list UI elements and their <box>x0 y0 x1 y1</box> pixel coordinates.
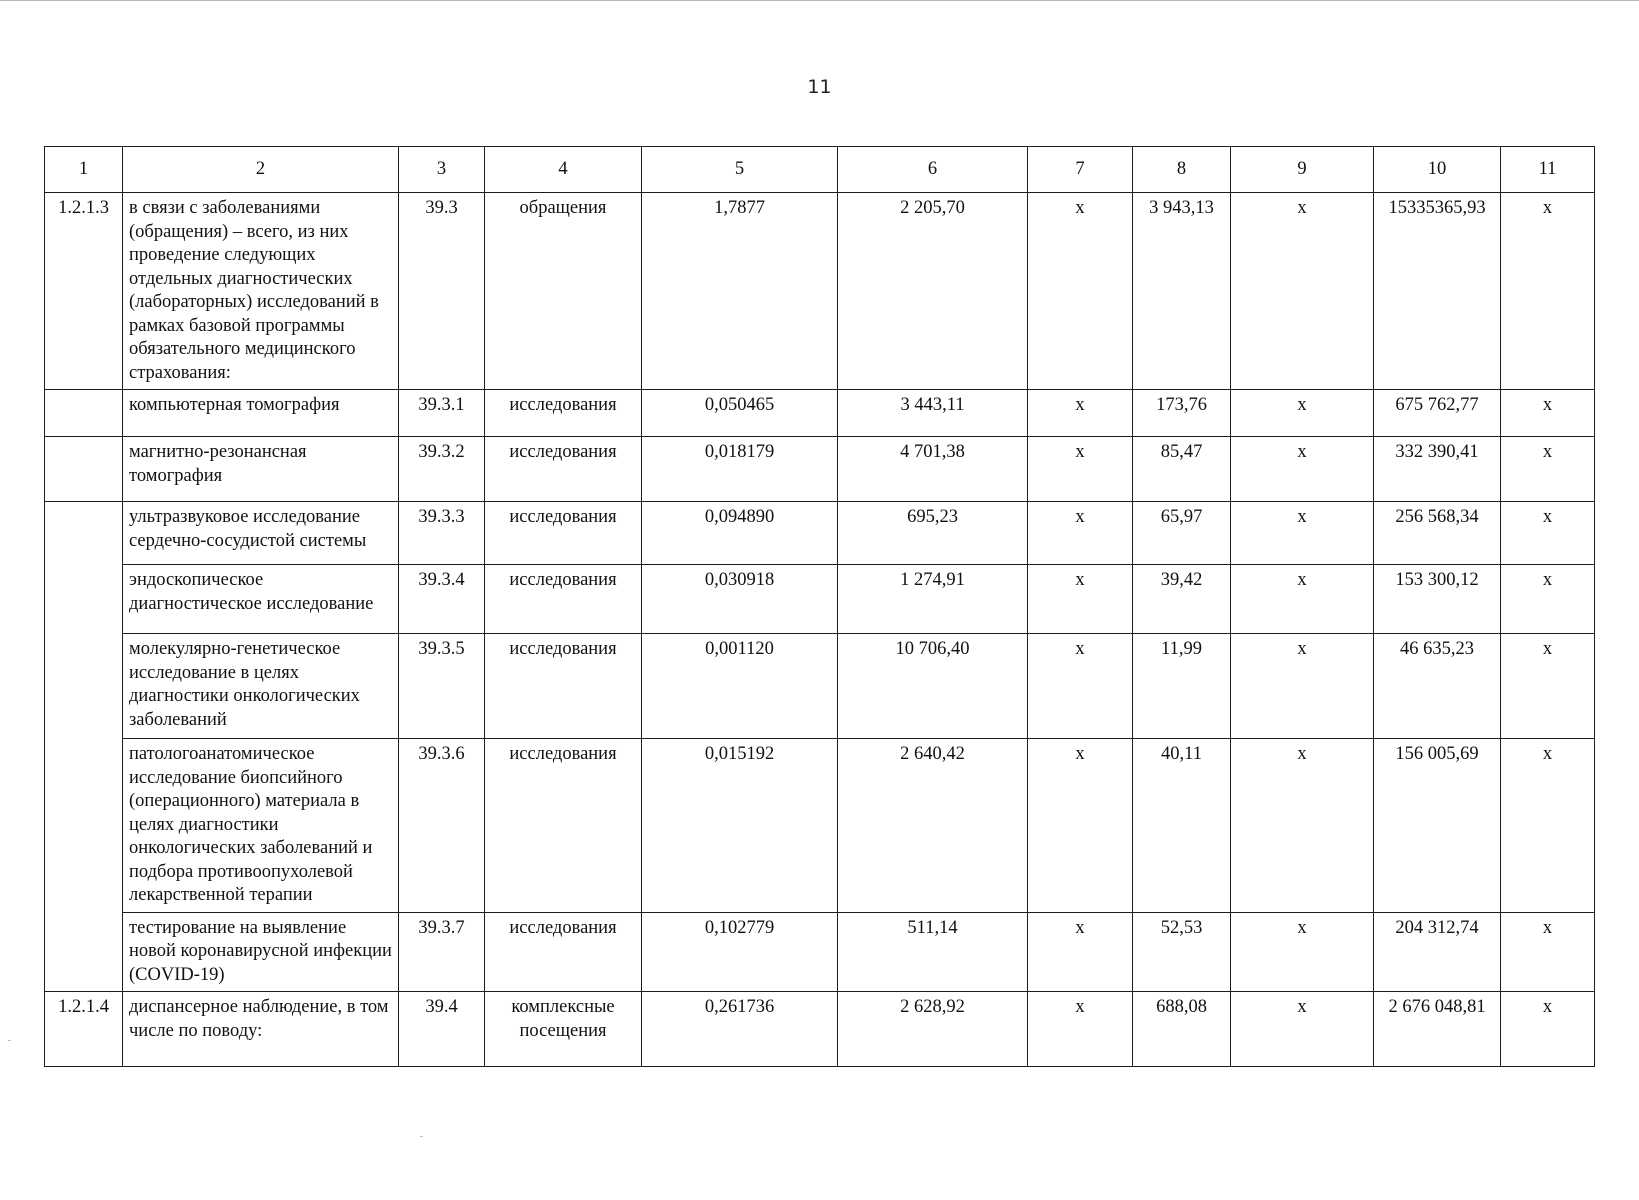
header-cell: 7 <box>1028 147 1133 193</box>
row-col5: 0,094890 <box>642 502 838 565</box>
row-col5: 0,018179 <box>642 437 838 502</box>
row-col10: 204 312,74 <box>1374 912 1501 992</box>
row-col10: 332 390,41 <box>1374 437 1501 502</box>
row-number <box>45 912 123 992</box>
header-cell: 5 <box>642 147 838 193</box>
row-col6: 1 274,91 <box>838 565 1028 634</box>
row-unit: исследования <box>485 565 642 634</box>
row-code: 39.3.6 <box>399 739 485 913</box>
row-col7: х <box>1028 502 1133 565</box>
row-code: 39.3.3 <box>399 502 485 565</box>
row-col6: 2 205,70 <box>838 193 1028 390</box>
row-code: 39.3.1 <box>399 390 485 437</box>
row-col7: х <box>1028 193 1133 390</box>
row-col9: х <box>1231 565 1374 634</box>
row-code: 39.3.2 <box>399 437 485 502</box>
row-col8: 688,08 <box>1133 992 1231 1067</box>
row-col11: х <box>1501 502 1595 565</box>
table-row <box>45 502 1595 565</box>
header-cell: 6 <box>838 147 1028 193</box>
table-row <box>45 634 1595 739</box>
row-col10: 256 568,34 <box>1374 502 1501 565</box>
row-code: 39.4 <box>399 992 485 1067</box>
row-unit: исследования <box>485 437 642 502</box>
row-col8: 39,42 <box>1133 565 1231 634</box>
row-name: компьютерная томография <box>123 390 399 437</box>
row-col8: 85,47 <box>1133 437 1231 502</box>
row-name: тестирование на выявление новой коронавирусной инфекции (COVID-19) <box>123 912 399 992</box>
row-col7: х <box>1028 739 1133 913</box>
header-cell: 11 <box>1501 147 1595 193</box>
row-col6: 3 443,11 <box>838 390 1028 437</box>
row-col5: 1,7877 <box>642 193 838 390</box>
scan-edge <box>0 0 1639 3</box>
row-col11: х <box>1501 912 1595 992</box>
table-row <box>45 193 1595 390</box>
row-col11: х <box>1501 437 1595 502</box>
row-col5: 0,015192 <box>642 739 838 913</box>
row-col10: 153 300,12 <box>1374 565 1501 634</box>
header-cell: 2 <box>123 147 399 193</box>
row-number: 1.2.1.4 <box>45 992 123 1067</box>
header-row <box>45 147 1595 193</box>
row-col10: 2 676 048,81 <box>1374 992 1501 1067</box>
row-col7: х <box>1028 565 1133 634</box>
row-unit: обращения <box>485 193 642 390</box>
row-col11: х <box>1501 634 1595 739</box>
row-unit: исследования <box>485 912 642 992</box>
row-unit: комплексные посещения <box>485 992 642 1067</box>
row-name: патологоанатомическое исследование биопсийного (операционного) материала в целях диагностики онкологических заболеваний и подбора противоопухолевой лекарственной терапии <box>123 739 399 913</box>
row-col7: х <box>1028 390 1133 437</box>
header-cell: 10 <box>1374 147 1501 193</box>
row-col5: 0,050465 <box>642 390 838 437</box>
tariff-table <box>44 146 1595 1067</box>
row-col9: х <box>1231 502 1374 565</box>
row-col5: 0,030918 <box>642 565 838 634</box>
row-number: 1.2.1.3 <box>45 193 123 390</box>
row-col7: х <box>1028 992 1133 1067</box>
row-col9: х <box>1231 390 1374 437</box>
row-col8: 65,97 <box>1133 502 1231 565</box>
row-code: 39.3.4 <box>399 565 485 634</box>
row-col11: х <box>1501 992 1595 1067</box>
table-row <box>45 390 1595 437</box>
row-col11: х <box>1501 193 1595 390</box>
row-col8: 52,53 <box>1133 912 1231 992</box>
row-number <box>45 437 123 502</box>
row-col6: 4 701,38 <box>838 437 1028 502</box>
row-name: ультразвуковое исследование сердечно-сосудистой системы <box>123 502 399 565</box>
row-col5: 0,261736 <box>642 992 838 1067</box>
scan-speck <box>8 1040 11 1041</box>
row-col9: х <box>1231 193 1374 390</box>
row-col11: х <box>1501 390 1595 437</box>
header-cell: 1 <box>45 147 123 193</box>
row-code: 39.3.7 <box>399 912 485 992</box>
header-cell: 8 <box>1133 147 1231 193</box>
row-name: диспансерное наблюдение, в том числе по поводу: <box>123 992 399 1067</box>
row-code: 39.3 <box>399 193 485 390</box>
table-row <box>45 912 1595 992</box>
row-name: молекулярно-генетическое исследование в целях диагностики онкологических заболеваний <box>123 634 399 739</box>
row-number <box>45 739 123 913</box>
row-col8: 173,76 <box>1133 390 1231 437</box>
row-name: эндоскопическое диагностическое исследование <box>123 565 399 634</box>
row-number <box>45 502 123 565</box>
table-row <box>45 565 1595 634</box>
row-col7: х <box>1028 437 1133 502</box>
row-col9: х <box>1231 437 1374 502</box>
row-col9: х <box>1231 739 1374 913</box>
row-number <box>45 390 123 437</box>
header-cell: 4 <box>485 147 642 193</box>
row-number <box>45 565 123 634</box>
row-code: 39.3.5 <box>399 634 485 739</box>
row-col8: 3 943,13 <box>1133 193 1231 390</box>
row-col9: х <box>1231 912 1374 992</box>
row-col6: 2 640,42 <box>838 739 1028 913</box>
row-col6: 695,23 <box>838 502 1028 565</box>
row-col10: 15335365,93 <box>1374 193 1501 390</box>
page-number: 11 <box>807 76 832 98</box>
row-name: в связи с заболеваниями (обращения) – всего, из них проведение следующих отдельных диагностических (лабораторных) исследований в рамках базовой программы обязательного медицинского страхования: <box>123 193 399 390</box>
row-unit: исследования <box>485 390 642 437</box>
row-col8: 11,99 <box>1133 634 1231 739</box>
table-row <box>45 739 1595 913</box>
row-col10: 156 005,69 <box>1374 739 1501 913</box>
row-col6: 2 628,92 <box>838 992 1028 1067</box>
row-unit: исследования <box>485 502 642 565</box>
row-col6: 511,14 <box>838 912 1028 992</box>
row-col10: 675 762,77 <box>1374 390 1501 437</box>
row-col7: х <box>1028 634 1133 739</box>
row-col9: х <box>1231 634 1374 739</box>
table-row <box>45 992 1595 1067</box>
header-cell: 9 <box>1231 147 1374 193</box>
row-col11: х <box>1501 565 1595 634</box>
row-unit: исследования <box>485 739 642 913</box>
row-name: магнитно-резонансная томография <box>123 437 399 502</box>
row-col8: 40,11 <box>1133 739 1231 913</box>
table-row <box>45 437 1595 502</box>
row-col9: х <box>1231 992 1374 1067</box>
row-unit: исследования <box>485 634 642 739</box>
row-col11: х <box>1501 739 1595 913</box>
row-col5: 0,102779 <box>642 912 838 992</box>
row-col10: 46 635,23 <box>1374 634 1501 739</box>
scan-speck <box>420 1136 423 1137</box>
row-col7: х <box>1028 912 1133 992</box>
row-number <box>45 634 123 739</box>
header-cell: 3 <box>399 147 485 193</box>
row-col6: 10 706,40 <box>838 634 1028 739</box>
row-col5: 0,001120 <box>642 634 838 739</box>
